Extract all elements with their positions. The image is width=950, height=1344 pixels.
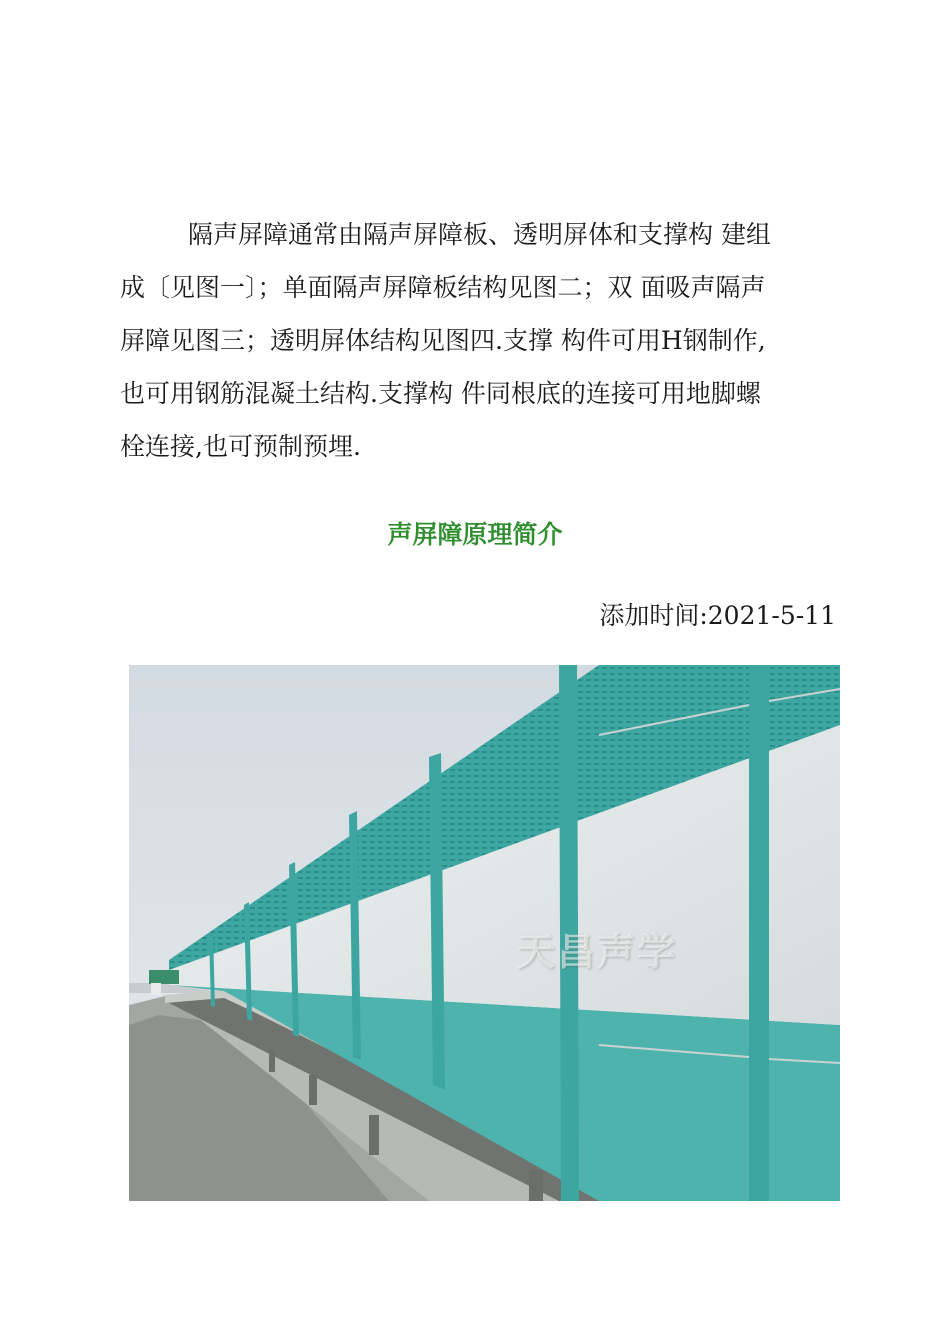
added-date: 添加时间:2021-5-11: [599, 601, 836, 630]
body-paragraph: [120, 208, 838, 473]
photo-watermark: 天昌声学: [517, 930, 678, 974]
paragraph-line: 也可用钢筋混凝土结构.支撑构 件同根底的连接可用地脚螺: [120, 379, 761, 408]
paragraph-line: 栓连接,也可预制预埋.: [120, 432, 361, 461]
paragraph-line: 隔声屏障通常由隔声屏障板、透明屏体和支撑构 建组: [188, 220, 771, 249]
paragraph-line: 屏障见图三；透明屏体结构见图四.支撑 构件可用H钢制作,: [120, 326, 766, 355]
sound-barrier-photo: [129, 665, 840, 1201]
paragraph-line: 成〔见图一〕；单面隔声屏障板结构见图二；双 面吸声隔声: [120, 273, 766, 302]
section-heading: 声屏障原理简介: [387, 520, 563, 549]
